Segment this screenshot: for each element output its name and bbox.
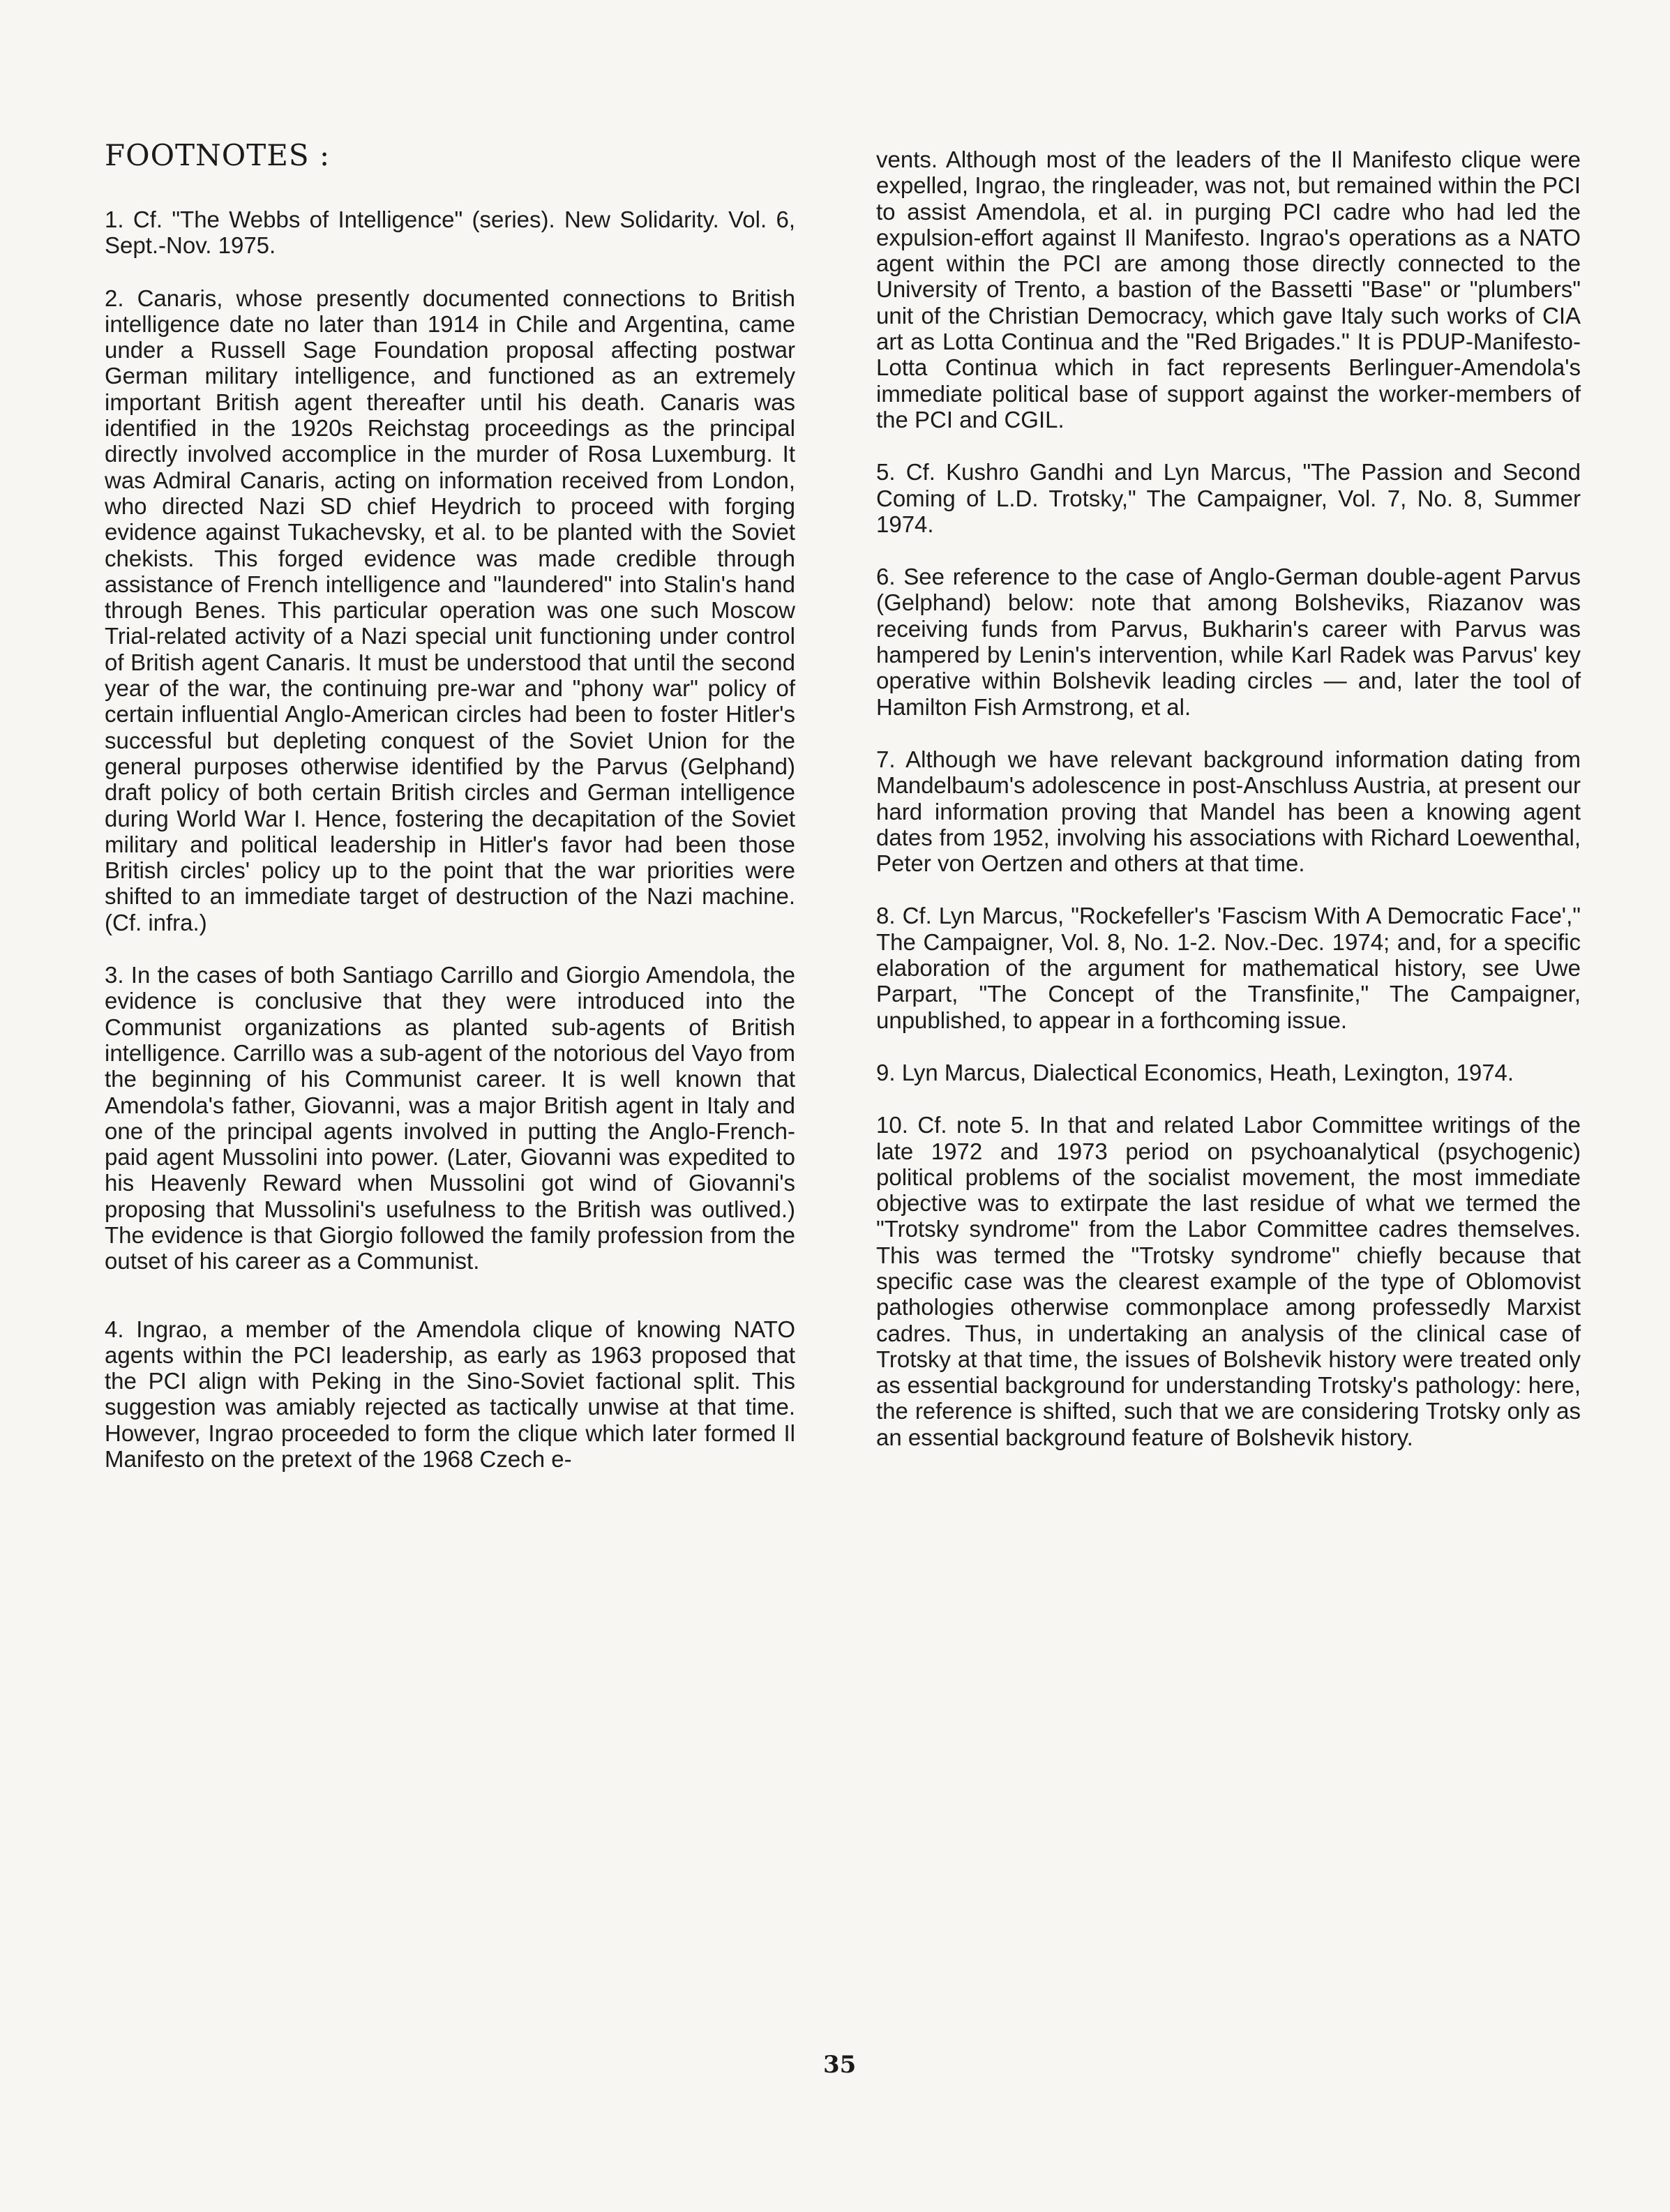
footnote-4-continued: vents. Although most of the leaders of the Il Manifesto clique were expelled, Ingrao, the ringleader, was not, but remained within the PCI to assist Amendola, et al. in purging PCI cadre who had led the expulsion-effort against Il Manifesto. Ingrao's operations as a NATO agent within the PCI are among those directly connected to the University of Trento, a bastion of the Bassetti "Base" or "plumbers" unit of the Christian Democracy, which gave Italy such works of CIA art as Lotta Continua and the "Red Brigades." It is PDUP-Manifesto-Lotta Continua which in fact represents Berlinguer-Amendola's immediate political base of support against the worker-members of the PCI and CGIL. <box>876 146 1581 432</box>
right-column <box>876 146 1581 1477</box>
footnote-7: 7. Although we have relevant background information dating from Mandelbaum's adolescence in post-Anschluss Austria, at present our hard information proving that Mandel has been a knowing agent dates from 1952, involving his associations with Richard Loewenthal, Peter von Oertzen and others at that time. <box>876 746 1581 877</box>
footnote-6: 6. See reference to the case of Anglo-German double-agent Parvus (Gelphand) below: note that among Bolsheviks, Riazanov was receiving funds from Parvus, Bukharin's career with Parvus was hampered by Lenin's intervention, while Karl Radek was Parvus' key operative within Bolshevik leading circles — and, later the tool of Hamilton Fish Armstrong, et al. <box>876 564 1581 720</box>
footnote-4: 4. Ingrao, a member of the Amendola clique of knowing NATO agents within the PCI leadership, as early as 1963 proposed that the PCI align with Peking in the Sino-Soviet factional split. This suggestion was amiably rejected as tactically unwise at that time. However, Ingrao proceeded to form the clique which later formed Il Manifesto on the pretext of the 1968 Czech e- <box>105 1316 795 1473</box>
page-number: 35 <box>823 2051 857 2079</box>
footnote-2: 2. Canaris, whose presently documented connections to British intelligence date no later than 1914 in Chile and Argentina, came under a Russell Sage Foundation proposal affecting postwar German military intelligence, and functioned as an extremely important British agent thereafter until his death. Canaris was identified in the 1920s Reichstag proceedings as the principal directly involved accomplice in the murder of Rosa Luxemburg. It was Admiral Canaris, acting on information received from London, who directed Nazi SD chief Heydrich to proceed with forging evidence against Tukachevsky, et al. to be planted with the Soviet chekists. This forged evidence was made credible through assistance of French intelligence and "laundered" into Stalin's hand through Benes. This particular operation was one such Moscow Trial-related activity of a Nazi special unit functioning under control of British agent Canaris. It must be understood that until the second year of the war, the continuing pre-war and "phony war" policy of certain influential Anglo-American circles had been to foster Hitler's successful but depleting conquest of the Soviet Union for the general purposes otherwise identified by the Parvus (Gelphand) draft policy of both certain British circles and German intelligence during World War I. Hence, fostering the decapitation of the Soviet military and political leadership in Hitler's favor had been those British circles' policy up to the point that the war priorities were shifted to an immediate target of destruction of the Nazi machine. (Cf. infra.) <box>105 285 795 935</box>
footnote-8: 8. Cf. Lyn Marcus, "Rockefeller's 'Fascism With A Democratic Face'," The Campaigner, Vol. 8, No. 1-2. Nov.-Dec. 1974; and, for a specific elaboration of the argument for mathematical history, see Uwe Parpart, "The Concept of the Transfinite," The Campaigner, unpublished, to appear in a forthcoming issue. <box>876 903 1581 1033</box>
footnote-1: 1. Cf. "The Webbs of Intelligence" (series). New Solidarity. Vol. 6, Sept.-Nov. 1975. <box>105 206 795 259</box>
footnote-3: 3. In the cases of both Santiago Carrillo and Giorgio Amendola, the evidence is conclusive that they were introduced into the Communist organizations as planted sub-agents of British intelligence. Carrillo was a sub-agent of the notorious del Vayo from the beginning of his Communist career. It is well known that Amendola's father, Giovanni, was a major British agent in Italy and one of the principal agents involved in putting the Anglo-French-paid agent Mussolini into power. (Later, Giovanni was expedited to his Heavenly Reward when Mussolini got wind of Giovanni's proposing that Mussolini's usefulness to the British was outlived.) The evidence is that Giorgio followed the family profession from the outset of his career as a Communist. <box>105 962 795 1274</box>
left-column <box>105 206 795 1498</box>
footnotes-heading: FOOTNOTES : <box>105 138 331 172</box>
footnote-5: 5. Cf. Kushro Gandhi and Lyn Marcus, "The Passion and Second Coming of L.D. Trotsky," The Campaigner, Vol. 7, No. 8, Summer 1974. <box>876 459 1581 537</box>
footnote-9: 9. Lyn Marcus, Dialectical Economics, Heath, Lexington, 1974. <box>876 1059 1514 1085</box>
footnote-10: 10. Cf. note 5. In that and related Labor Committee writings of the late 1972 and 1973 period on psychoanalytical (psychogenic) political problems of the socialist movement, the most immediate objective was to extirpate the last residue of what we termed the "Trotsky syndrome" from the Labor Committee cadres themselves. This was termed the "Trotsky syndrome" chiefly because that specific case was the clearest example of the type of Oblomovist pathologies otherwise commonplace among professedly Marxist cadres. Thus, in undertaking an analysis of the clinical case of Trotsky at that time, the issues of Bolshevik history were treated only as essential background for understanding Trotsky's pathology: here, the reference is shifted, such that we are considering Trotsky only as an essential background feature of Bolshevik history. <box>876 1112 1581 1450</box>
